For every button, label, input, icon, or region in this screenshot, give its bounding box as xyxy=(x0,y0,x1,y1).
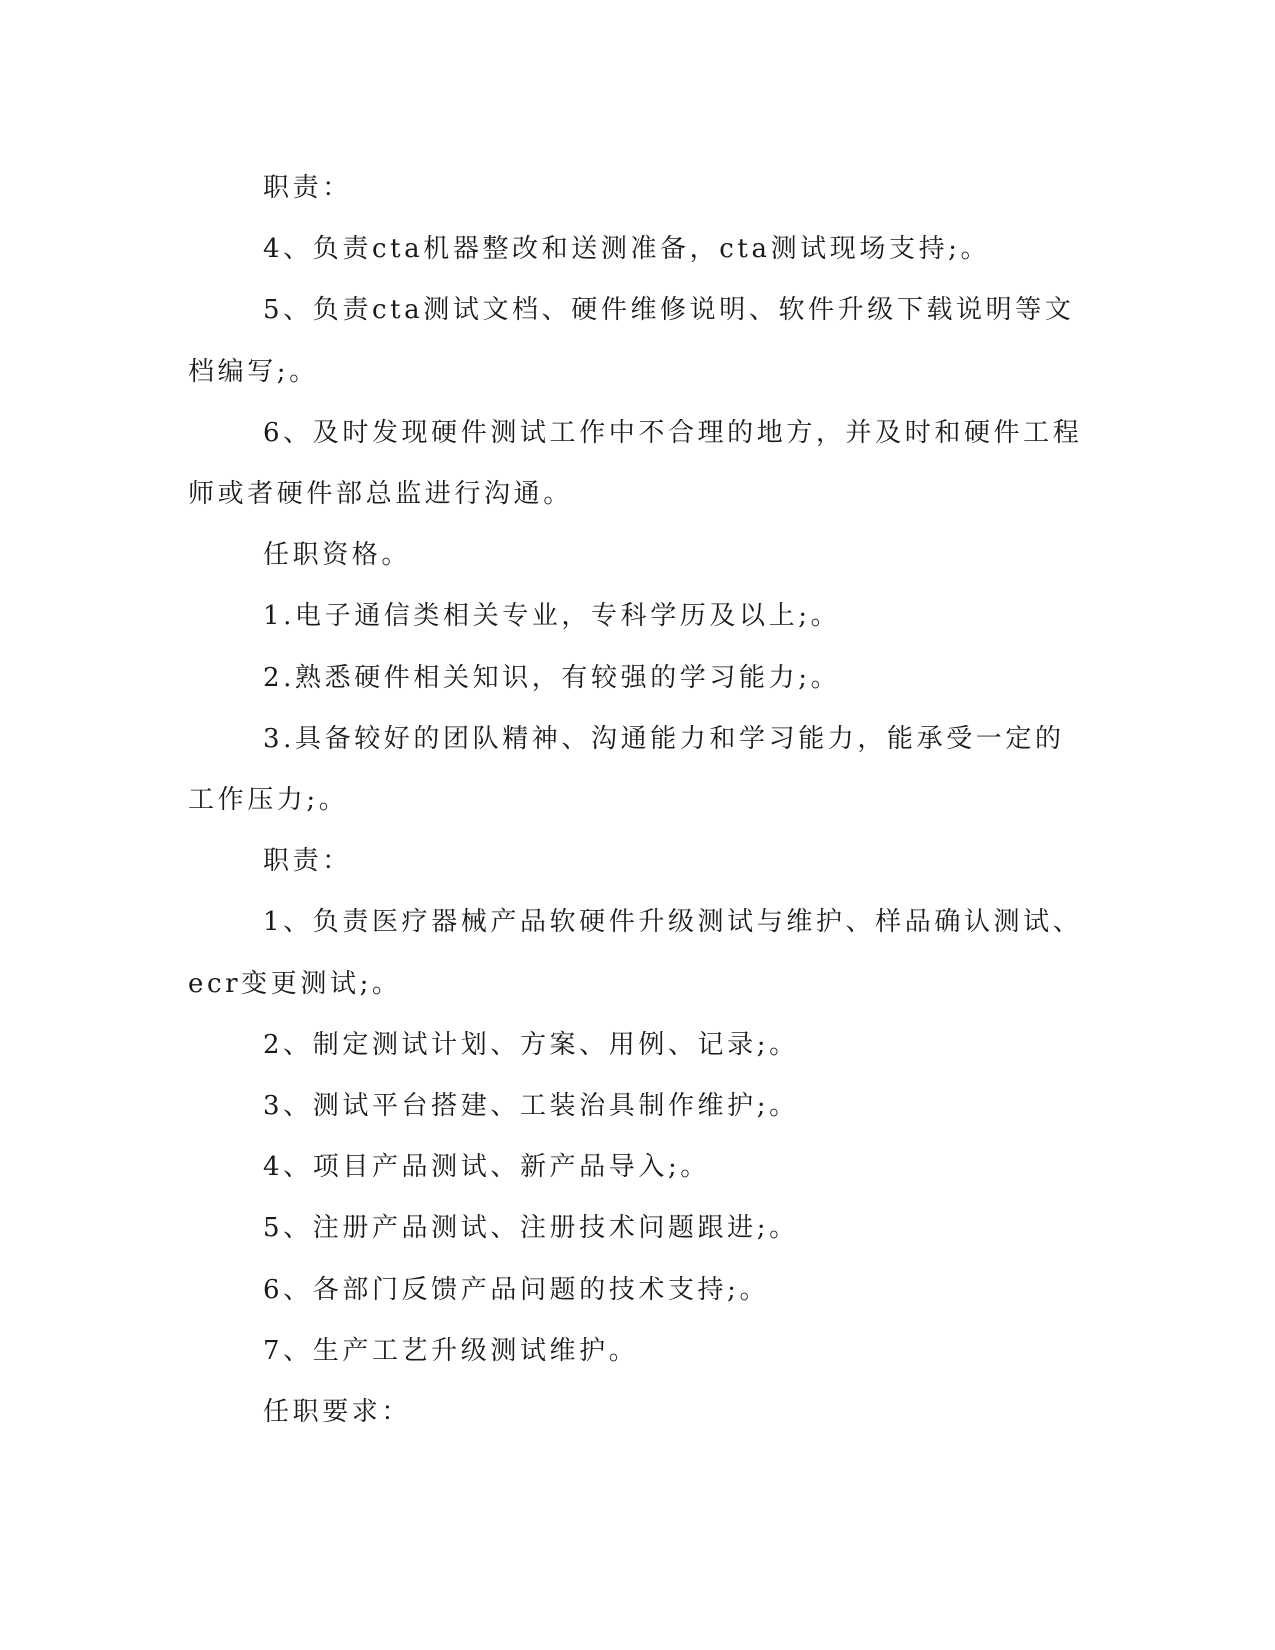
paragraph-duty-5: 5、负责cta测试文档、硬件维修说明、软件升级下载说明等文档编写;。 xyxy=(188,295,1075,387)
paragraph-qualification-2: 2.熟悉硬件相关知识，有较强的学习能力;。 xyxy=(263,662,841,693)
paragraph-duty-4: 4、负责cta机器整改和送测准备，cta测试现场支持;。 xyxy=(263,234,991,265)
paragraph-duties-heading-1: 职责： xyxy=(263,173,352,203)
paragraph-duties-heading-2: 职责： xyxy=(263,846,352,877)
paragraph-qualification-1: 1.电子通信类相关专业，专科学历及以上;。 xyxy=(263,601,841,632)
paragraph-duty-b5: 5、注册产品测试、注册技术问题跟进;。 xyxy=(263,1213,799,1244)
document-body xyxy=(188,158,1088,1443)
paragraph-duty-b7: 7、生产工艺升级测试维护。 xyxy=(263,1335,639,1366)
paragraph-qualification-3: 3.具备较好的团队精神、沟通能力和学习能力，能承受一定的工作压力;。 xyxy=(188,723,1065,816)
paragraph-qualifications-heading: 任职资格。 xyxy=(263,540,412,571)
paragraph-duty-6: 6、及时发现硬件测试工作中不合理的地方，并及时和硬件工程师或者硬件部总监进行沟通。 xyxy=(188,417,1083,510)
paragraph-duty-b2: 2、制定测试计划、方案、用例、记录;。 xyxy=(263,1029,799,1060)
paragraph-duty-b6: 6、各部门反馈产品问题的技术支持;。 xyxy=(263,1274,770,1305)
paragraph-duty-b4: 4、项目产品测试、新产品导入;。 xyxy=(263,1152,710,1183)
paragraph-duty-b1: 1、负责医疗器械产品软硬件升级测试与维护、样品确认测试、ecr变更测试;。 xyxy=(188,907,1083,999)
paragraph-requirements-heading: 任职要求： xyxy=(263,1397,412,1428)
paragraph-duty-b3: 3、测试平台搭建、工装治具制作维护;。 xyxy=(263,1091,799,1122)
